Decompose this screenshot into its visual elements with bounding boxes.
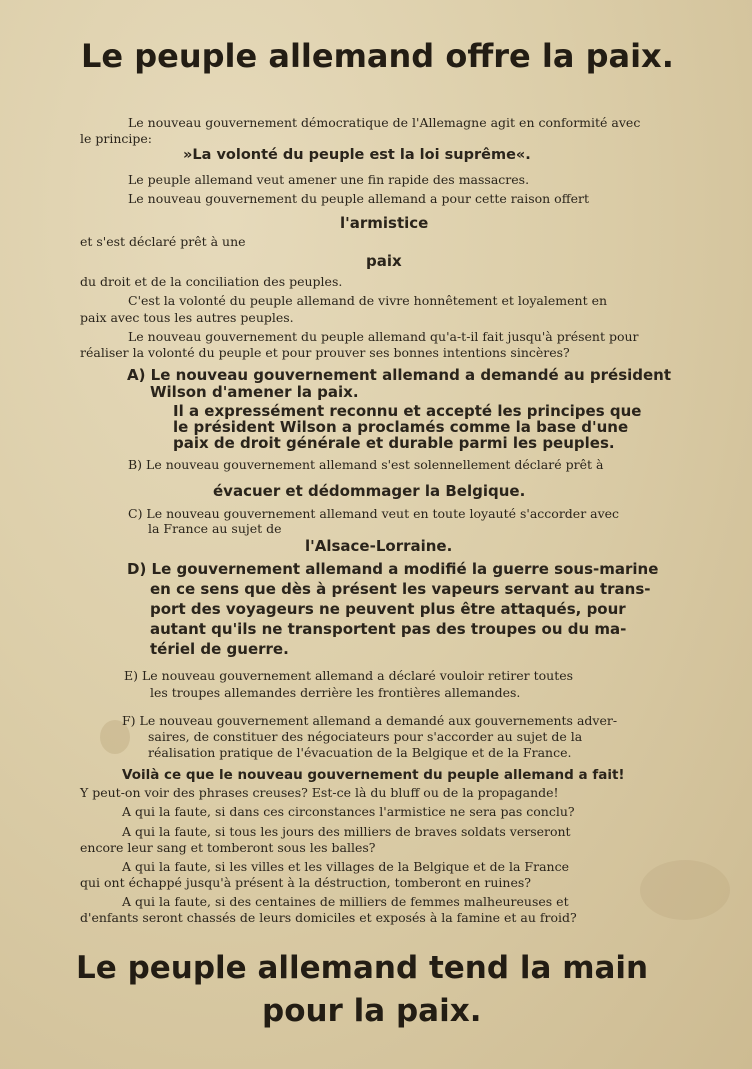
point-b-line-1: B) Le nouveau gouvernement allemand s'est solennellement déclaré prêt à xyxy=(128,457,604,472)
motto: »La volonté du peuple est la loi suprême«. xyxy=(183,147,531,163)
point-a-line-1: A) Le nouveau gouvernement allemand a demandé au président xyxy=(127,366,672,384)
point-a-line-4: le président Wilson a proclamés comme la base d'une xyxy=(173,418,629,436)
point-c-line-2: la France au sujet de xyxy=(148,521,282,536)
closing-statement: Voilà ce que le nouveau gouvernement du peuple allemand a fait! xyxy=(122,767,625,783)
question-3a: A qui la faute, si les villes et les villages de la Belgique et de la France xyxy=(122,859,569,874)
footer-line-2: pour la paix. xyxy=(262,993,482,1029)
question-4a: A qui la faute, si des centaines de milliers de femmes malheureuses et xyxy=(122,894,569,909)
paragraph-4: du droit et de la conciliation des peuples. xyxy=(80,274,343,289)
page-title: Le peuple allemand offre la paix. xyxy=(81,37,674,75)
intro-line-1: Le nouveau gouvernement démocratique de l'Allemagne agit en conformité avec xyxy=(128,115,641,130)
paragraph-5b: paix avec tous les autres peuples. xyxy=(80,310,294,325)
paragraph-6b: réaliser la volonté du peuple et pour prouver ses bonnes intentions sincères? xyxy=(80,345,570,360)
point-c-line-1: C) Le nouveau gouvernement allemand veut en toute loyauté s'accorder avec xyxy=(128,506,620,521)
point-a-line-5: paix de droit générale et durable parmi les peuples. xyxy=(173,434,615,452)
point-b-line-2: évacuer et dédommager la Belgique. xyxy=(213,482,526,500)
paper-stain xyxy=(640,860,730,920)
point-e-line-2: les troupes allemandes derrière les frontières allemandes. xyxy=(150,685,521,700)
point-d-line-3: port des voyageurs ne peuvent plus être attaqués, pour xyxy=(150,600,626,618)
paix-heading: paix xyxy=(366,252,402,270)
paragraph-2: Le nouveau gouvernement du peuple allemand a pour cette raison offert xyxy=(128,191,589,206)
question-3b: qui ont échappé jusqu'à présent à la déstruction, tomberont en ruines? xyxy=(80,875,531,890)
point-f-line-2: saires, de constituer des négociateurs pour s'accorder au sujet de la xyxy=(148,729,583,744)
point-a-line-3: Il a expressément reconnu et accepté les principes que xyxy=(173,402,642,420)
question-1: A qui la faute, si dans ces circonstances l'armistice ne sera pas conclu? xyxy=(122,804,575,819)
point-d-line-4: autant qu'ils ne transportent pas des troupes ou du ma- xyxy=(150,620,627,638)
armistice-heading: l'armistice xyxy=(340,214,429,232)
footer-line-1: Le peuple allemand tend la main xyxy=(76,950,649,986)
point-a-line-2: Wilson d'amener la paix. xyxy=(150,383,359,401)
question-4b: d'enfants seront chassés de leurs domiciles et exposés à la famine et au froid? xyxy=(80,910,577,925)
question-2b: encore leur sang et tomberont sous les balles? xyxy=(80,840,376,855)
point-f-line-1: F) Le nouveau gouvernement allemand a demandé aux gouvernements adver- xyxy=(122,713,618,728)
point-d-line-2: en ce sens que dès à présent les vapeurs servant au trans- xyxy=(150,580,651,598)
point-c-line-3: l'Alsace-Lorraine. xyxy=(305,537,453,555)
point-e-line-1: E) Le nouveau gouvernement allemand a déclaré vouloir retirer toutes xyxy=(124,668,574,683)
paragraph-6a: Le nouveau gouvernement du peuple allemand qu'a-t-il fait jusqu'à présent pour xyxy=(128,329,639,344)
paragraph-3: et s'est déclaré prêt à une xyxy=(80,234,246,249)
point-d-line-1: D) Le gouvernement allemand a modifié la guerre sous-marine xyxy=(127,560,659,578)
paragraph-1: Le peuple allemand veut amener une fin rapide des massacres. xyxy=(128,172,530,187)
question-2a: A qui la faute, si tous les jours des milliers de braves soldats verseront xyxy=(122,824,571,839)
closing-question: Y peut-on voir des phrases creuses? Est-ce là du bluff ou de la propagande! xyxy=(80,785,559,800)
paragraph-5a: C'est la volonté du peuple allemand de vivre honnêtement et loyalement en xyxy=(128,293,608,308)
intro-line-2: le principe: xyxy=(80,131,153,146)
point-f-line-3: réalisation pratique de l'évacuation de la Belgique et de la France. xyxy=(148,745,572,760)
point-d-line-5: tériel de guerre. xyxy=(150,640,289,658)
